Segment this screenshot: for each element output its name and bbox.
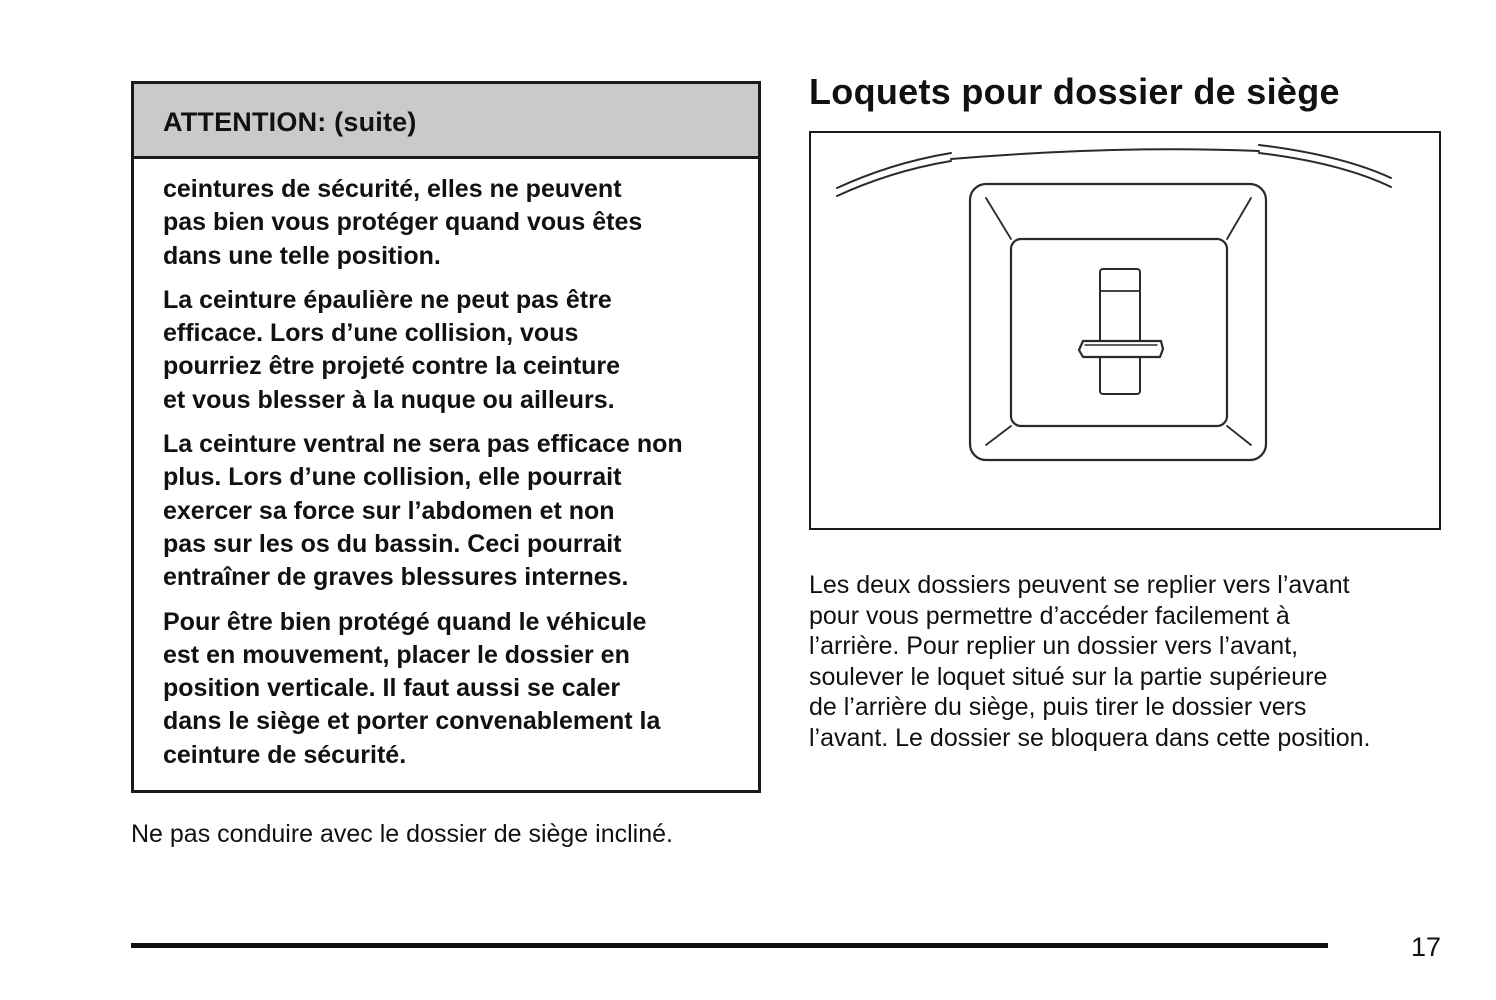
seatback-top-edge xyxy=(1259,145,1391,178)
footer-rule xyxy=(131,943,1328,948)
page-number: 17 xyxy=(1411,932,1442,962)
latch-bezel-inner xyxy=(1011,239,1227,426)
warning-paragraph: Pour être bien protégé quand le véhicule est en mouvement, placer le dossier en position verticale. Il faut aussi se caler dans le siège et porter convenablement la ceinture de sécurité. xyxy=(163,607,661,769)
warning-paragraph: La ceinture épaulière ne peut pas être efficace. Lors d’une collision, vous pourriez être projeté contre la ceinture et vous blesser à la nuque ou ailleurs. xyxy=(163,285,621,414)
section-title: Loquets pour dossier de siège xyxy=(809,71,1340,112)
note-below-warning: Ne pas conduire avec le dossier de siège incliné. xyxy=(131,820,673,848)
bezel-bevel-line xyxy=(1227,198,1251,239)
latch-slot xyxy=(1100,269,1140,394)
warning-paragraph: La ceinture ventral ne sera pas efficace non plus. Lors d’une collision, elle pourrait exercer sa force sur l’abdomen et non pas sur les os du bassin. Ceci pourrait entraîner de graves blessures internes. xyxy=(163,430,683,592)
section-body-text: Les deux dossiers peuvent se replier vers l’avant pour vous permettre d’accéder facilement à l’arrière. Pour replier un dossier vers l’avant, soulever le loquet situé sur la partie supérieure de l’arrière du siège, puis tirer le dossier vers l’avant. Le dossier se bloquera dans cette position. xyxy=(809,571,1371,752)
warning-header: ATTENTION: (suite) xyxy=(134,84,758,159)
bezel-bevel-line xyxy=(986,426,1011,445)
seatback-top-edge xyxy=(837,153,951,188)
latch-bezel-outer xyxy=(970,184,1266,460)
warning-paragraph: ceintures de sécurité, elles ne peuvent pas bien vous protéger quand vous êtes dans une telle position. xyxy=(163,175,643,270)
bezel-bevel-line xyxy=(986,198,1011,239)
bezel-bevel-line xyxy=(1227,426,1251,445)
seatback-latch-illustration-icon xyxy=(811,133,1439,528)
seatback-top-edge xyxy=(951,149,1259,159)
figure-frame xyxy=(809,131,1441,530)
latch-lever xyxy=(1079,341,1163,357)
warning-body xyxy=(134,159,758,772)
warning-box xyxy=(131,81,761,793)
